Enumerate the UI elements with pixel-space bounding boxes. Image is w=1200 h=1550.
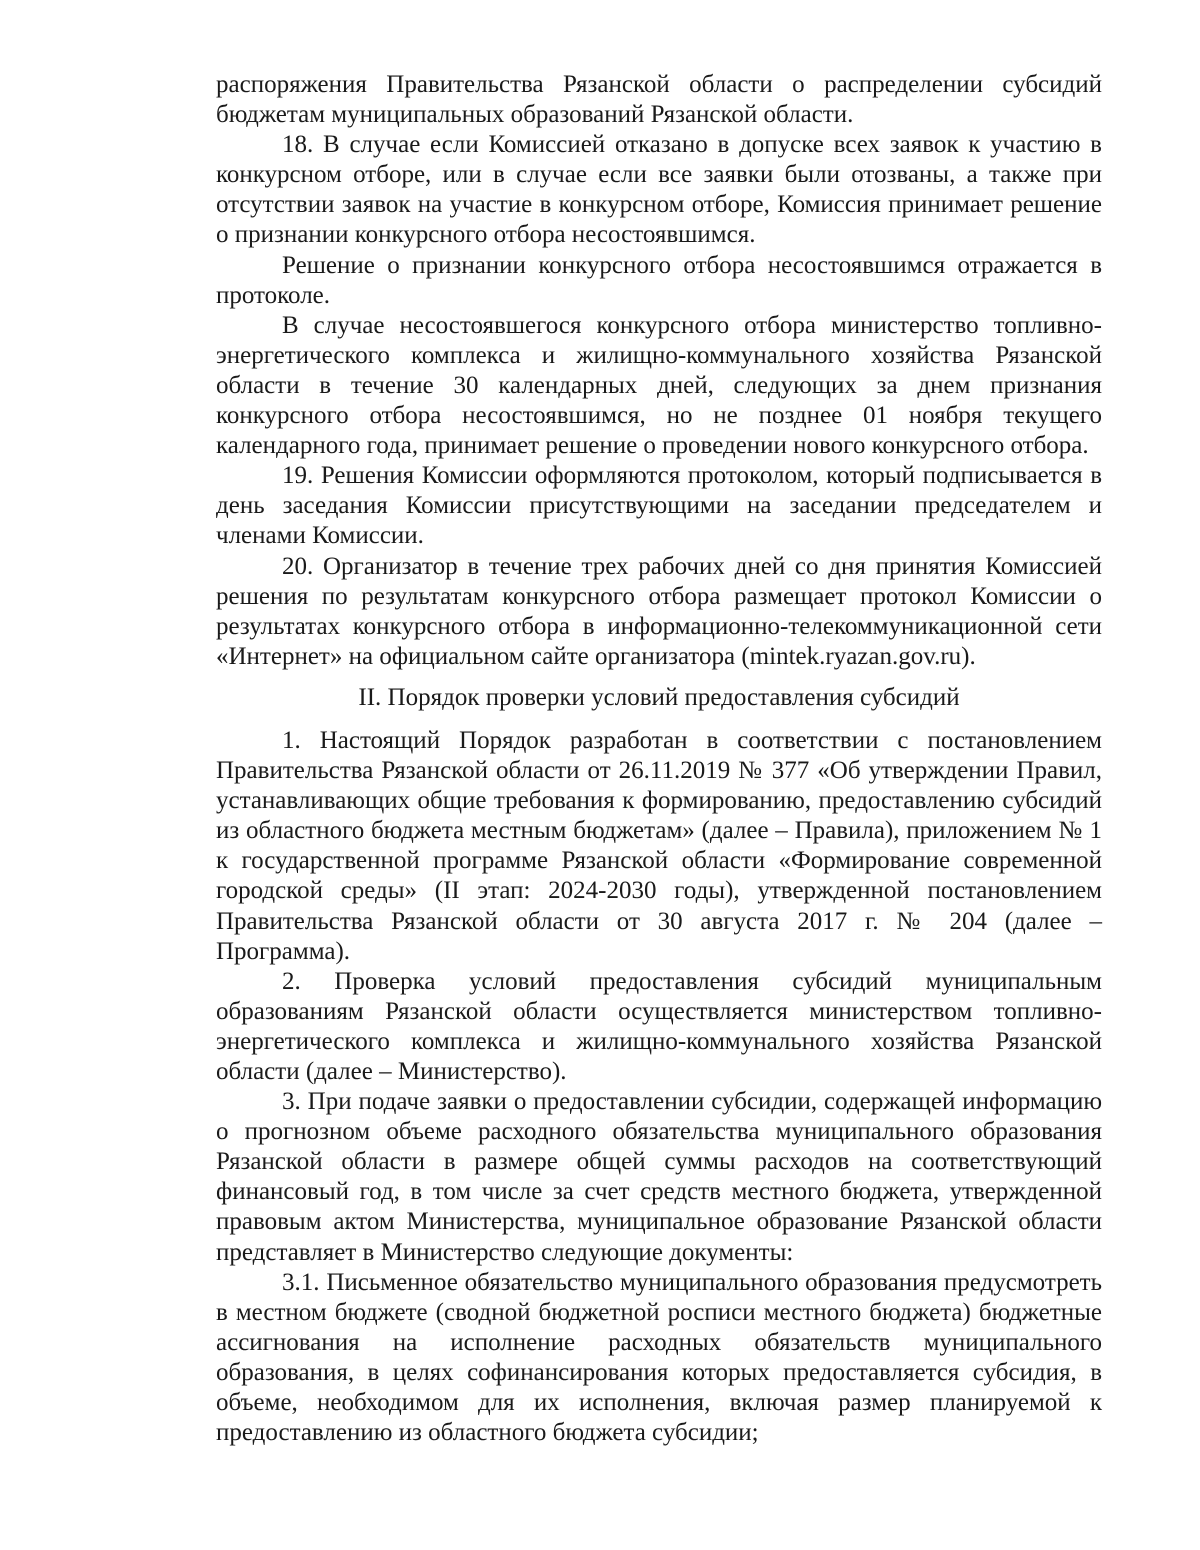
paragraph-failed-selection: В случае несостоявшегося конкурсного отбора министерство топливно-энергетического комплекса и жилищно-коммунального хозяйства Рязанской области в течение 30 календарных дней, следующих за днем признания конкурсного отбора несостоявшимся, но не позднее 01 ноября текущего календарного года, принимает решение о проведении нового конкурсного отбора. (216, 311, 1102, 460)
document-page (216, 70, 1102, 1448)
paragraph-item-3: 3. При подаче заявки о предоставлении субсидии, содержащей информацию о прогнозном объеме расходного обязательства муниципального образования Рязанской области в размере общей суммы расходов на соответствующий финансовый год, в том числе за счет средств местного бюджета, утвержденной правовым актом Министерства, муниципальное образование Рязанской области представляет в Министерство следующие документы: (216, 1088, 1102, 1266)
paragraph-item-18: 18. В случае если Комиссией отказано в допуске всех заявок к участию в конкурсном отборе, или в случае если все заявки были отозваны, а также при отсутствии заявок на участие в конкурсном отборе, Комиссия принимает решение о признании конкурсного отбора несостоявшимся. (216, 131, 1102, 249)
paragraph-item-19: 19. Решения Комиссии оформляются протоколом, который подписывается в день заседания Комиссии присутствующими на заседании председателем и членами Комиссии. (216, 462, 1102, 550)
paragraph-item-20: 20. Организатор в течение трех рабочих дней со дня принятия Комиссией решения по результатам конкурсного отбора размещает протокол Комиссии о результатах конкурсного отбора в информационно-телекоммуникационной сети «Интернет» на официальном сайте организатора (mintek.ryazan.gov.ru). (216, 552, 1102, 670)
paragraph-continuation: распоряжения Правительства Рязанской области о распределении субсидий бюджетам муниципальных образований Рязанской области. (216, 71, 1102, 129)
paragraph-item-1: 1. Настоящий Порядок разработан в соответствии с постановлением Правительства Рязанской области от 26.11.2019 № 377 «Об утверждении Правил, устанавливающих общие требования к формированию, предоставлению субсидий из областного бюджета местным бюджетам» (далее – Правила), приложением № 1 к государственной программе Рязанской области «Формирование современной городской среды» (II этап: 2024-2030 годы), утвержденной постановлением Правительства Рязанской области от 30 августа 2017 г. № 204 (далее – Программа). (216, 726, 1102, 965)
section-heading: II. Порядок проверки условий предоставления субсидий (358, 683, 960, 711)
paragraph-item-2: 2. Проверка условий предоставления субсидий муниципальным образованиям Рязанской области осуществляется министерством топливно-энергетического комплекса и жилищно-коммунального хозяйства Рязанской области (далее – Министерство). (216, 967, 1102, 1085)
paragraph-decision: Решение о признании конкурсного отбора несостоявшимся отражается в протоколе. (216, 251, 1102, 309)
paragraph-item-3-1: 3.1. Письменное обязательство муниципального образования предусмотреть в местном бюджете (сводной бюджетной росписи местного бюджета) бюджетные ассигнования на исполнение расходных обязательств муниципального образования, в целях софинансирования которых предоставляется субсидия, в объеме, необходимом для их исполнения, включая размер планируемой к предоставлению из областного бюджета субсидии; (216, 1268, 1102, 1447)
